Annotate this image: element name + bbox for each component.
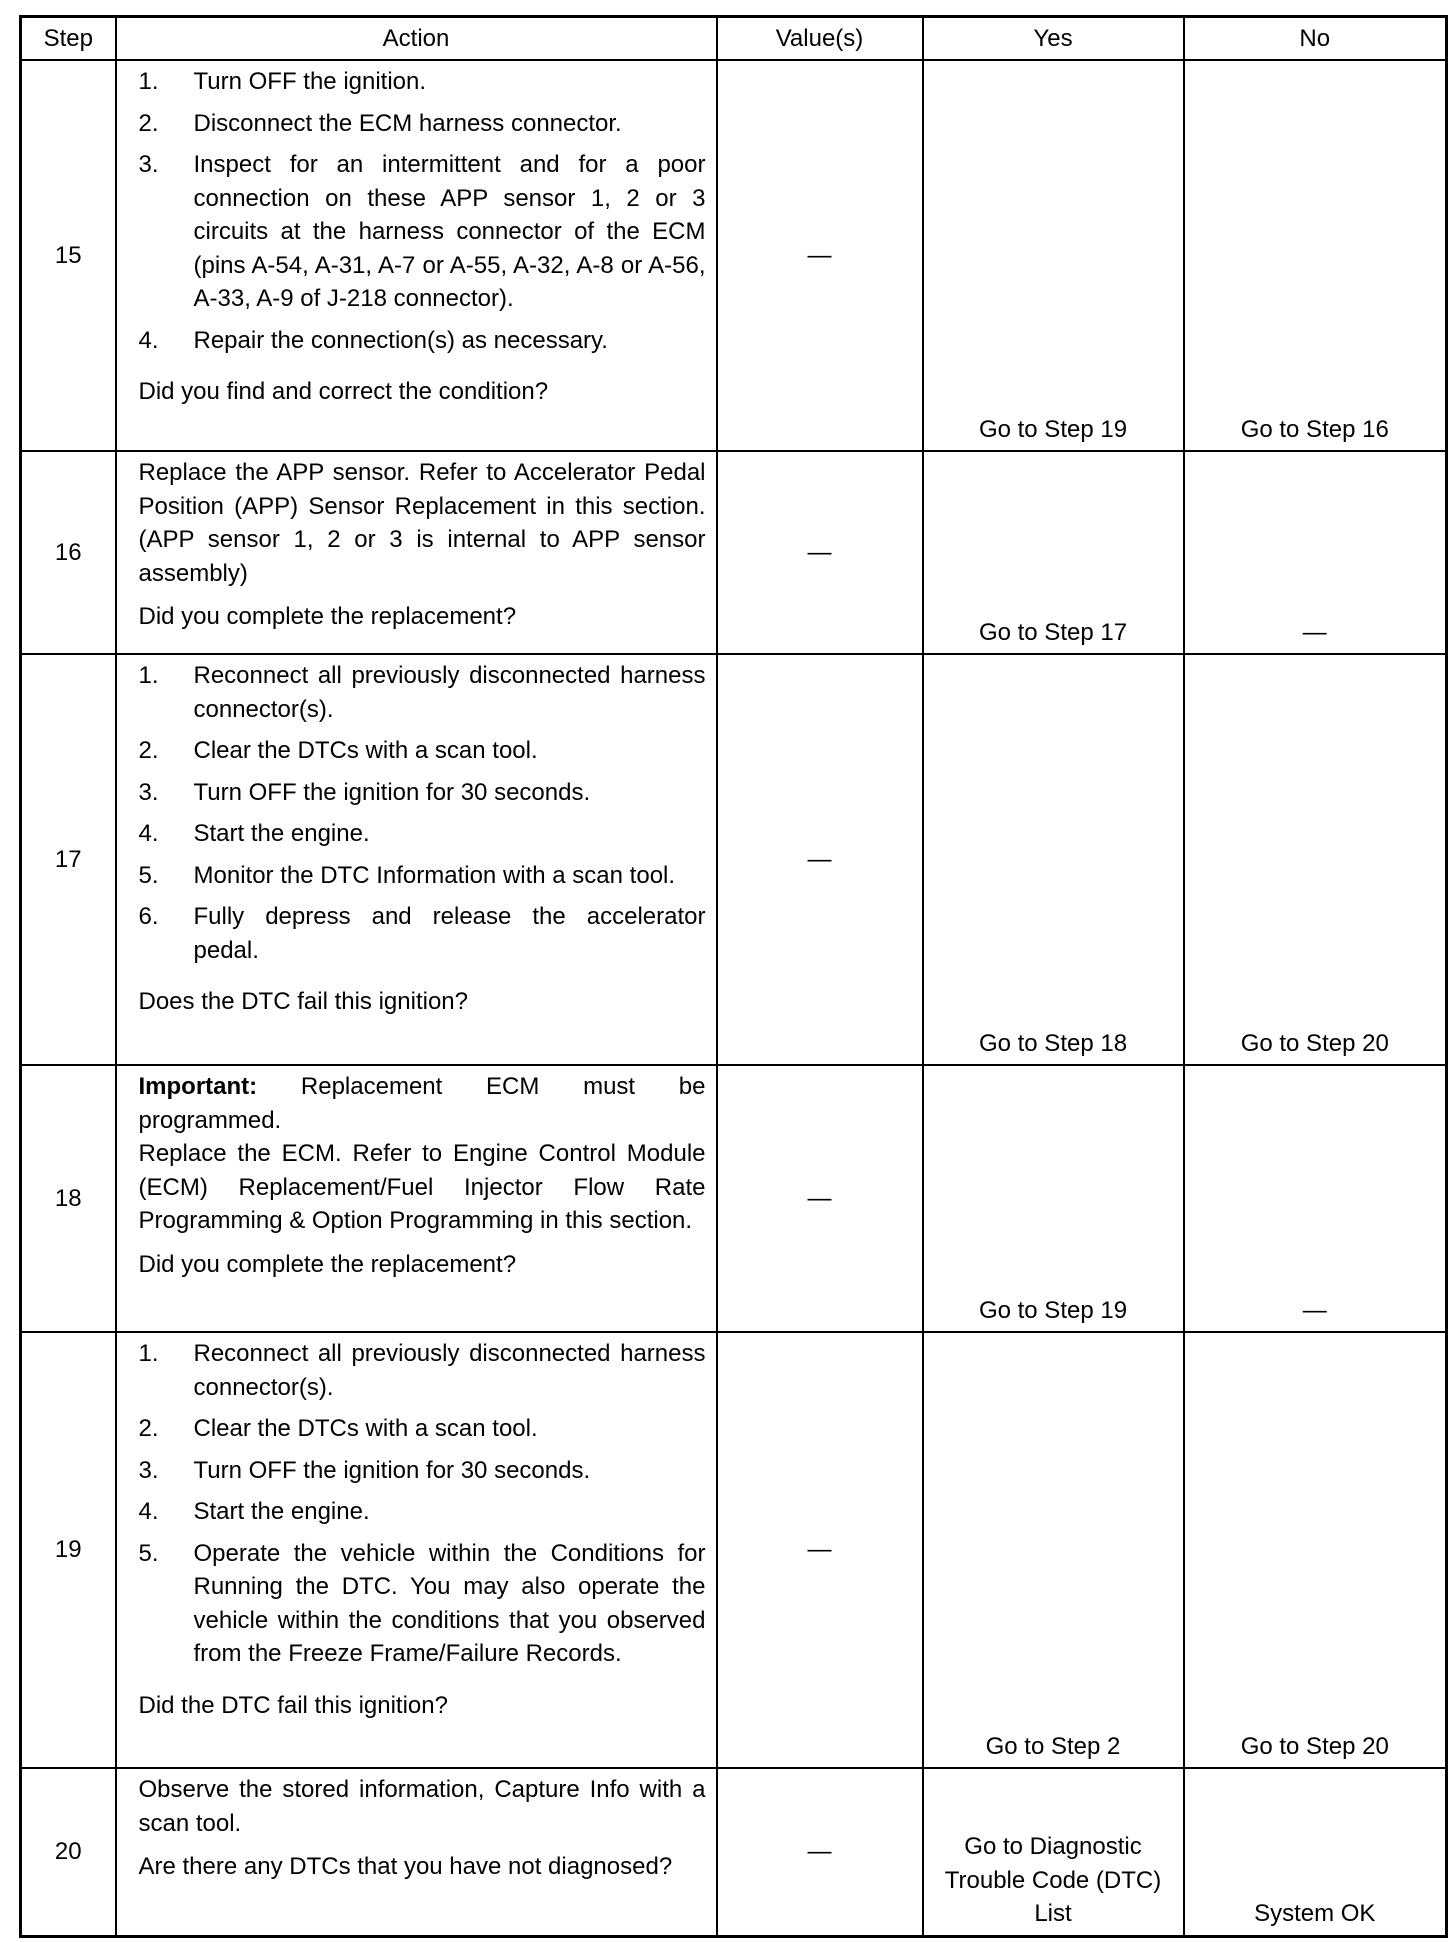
- values-cell: —: [717, 1065, 923, 1332]
- action-steps: [139, 65, 706, 357]
- no-cell: System OK: [1184, 1768, 1447, 1936]
- yes-cell: Go to Step 18: [923, 654, 1184, 1065]
- step-cell: 16: [21, 451, 116, 654]
- header-row: [21, 17, 1447, 61]
- yes-cell: Go to Diagnostic Trouble Code (DTC) List: [923, 1768, 1184, 1936]
- action-step: [139, 65, 706, 99]
- no-cell: Go to Step 20: [1184, 654, 1447, 1065]
- yes-cell: Go to Step 19: [923, 1065, 1184, 1332]
- no-cell: Go to Step 16: [1184, 60, 1447, 451]
- values-cell: —: [717, 1332, 923, 1768]
- step-text: Fully depress and release the accelerator pedal.: [193, 903, 706, 964]
- step-number: 5.: [138, 1539, 159, 1567]
- action-steps: [139, 659, 706, 967]
- important-note: [139, 1070, 706, 1137]
- action-step: [139, 859, 706, 893]
- step-text: Clear the DTCs with a scan tool.: [193, 1415, 538, 1442]
- step-number: 4.: [138, 326, 159, 354]
- action-cell: [116, 1065, 717, 1332]
- table-row: [21, 1768, 1447, 1936]
- action-cell: [116, 654, 717, 1065]
- action-step: [139, 817, 706, 851]
- step-number: 6.: [138, 903, 159, 930]
- header-action: Action: [116, 17, 717, 61]
- important-label: Important:: [138, 1073, 258, 1100]
- header-step: Step: [21, 17, 116, 61]
- table-row: [21, 654, 1447, 1065]
- step-number: 1.: [138, 1340, 159, 1367]
- action-steps: [139, 1337, 706, 1671]
- step-number: 2.: [138, 737, 159, 764]
- action-text: Replace the APP sensor. Refer to Accelerator Pedal Position (APP) Sensor Replacement in this section. (APP sensor 1, 2 or 3 is internal to APP sensor assembly): [138, 459, 706, 587]
- question: Did you find and correct the condition?: [138, 378, 549, 405]
- action-cell: [116, 1332, 717, 1768]
- step-text: Start the engine.: [193, 820, 370, 847]
- step-cell: 18: [21, 1065, 116, 1332]
- action-step: [139, 324, 706, 358]
- no-cell: Go to Step 20: [1184, 1332, 1447, 1768]
- step-number: 3.: [138, 151, 159, 178]
- action-step: [139, 659, 706, 726]
- important-text: Replacement ECM must be programmed.: [138, 1073, 706, 1134]
- step-number: 1.: [138, 662, 159, 689]
- step-number: 1.: [138, 68, 159, 95]
- action-text: Observe the stored information, Capture Info with a scan tool.: [138, 1776, 706, 1837]
- yes-cell: Go to Step 19: [923, 60, 1184, 451]
- question: Does the DTC fail this ignition?: [138, 988, 468, 1015]
- step-text: Clear the DTCs with a scan tool.: [193, 737, 538, 764]
- step-text: Reconnect all previously disconnected harness connector(s).: [193, 662, 706, 723]
- header-yes: Yes: [923, 17, 1184, 61]
- question: Did you complete the replacement?: [138, 1250, 517, 1278]
- diagnostic-table: [19, 15, 1448, 1938]
- table-row: [21, 60, 1447, 451]
- question: Are there any DTCs that you have not diagnosed?: [138, 1853, 673, 1880]
- step-text: Reconnect all previously disconnected harness connector(s).: [193, 1340, 706, 1401]
- action-step: [139, 1495, 706, 1529]
- action-step: [139, 1337, 706, 1404]
- step-cell: 20: [21, 1768, 116, 1936]
- step-text: Repair the connection(s) as necessary.: [193, 326, 608, 354]
- step-text: Turn OFF the ignition for 30 seconds.: [193, 1456, 591, 1484]
- step-text: Operate the vehicle within the Conditions for Running the DTC. You may also operate the vehicle within the conditions that you observed from the Freeze Frame/Failure Records.: [193, 1539, 706, 1667]
- step-text: Monitor the DTC Information with a scan tool.: [193, 861, 676, 889]
- step-number: 4.: [138, 1498, 159, 1525]
- action-step: [139, 1454, 706, 1488]
- action-cell: [116, 60, 717, 451]
- step-text: Disconnect the ECM harness connector.: [193, 109, 622, 137]
- action-step: [139, 1412, 706, 1446]
- step-number: 5.: [138, 861, 159, 889]
- question: Did the DTC fail this ignition?: [138, 1691, 448, 1719]
- action-cell: [116, 1768, 717, 1936]
- header-no: No: [1184, 17, 1447, 61]
- yes-cell: Go to Step 17: [923, 451, 1184, 654]
- step-number: 2.: [138, 109, 159, 137]
- values-cell: —: [717, 60, 923, 451]
- action-step: [139, 776, 706, 810]
- no-cell: —: [1184, 451, 1447, 654]
- step-cell: 15: [21, 60, 116, 451]
- table-row: [21, 451, 1447, 654]
- step-number: 3.: [138, 1456, 159, 1484]
- values-cell: —: [717, 1768, 923, 1936]
- step-cell: 17: [21, 654, 116, 1065]
- step-cell: 19: [21, 1332, 116, 1768]
- question: Did you complete the replacement?: [138, 603, 517, 630]
- action-cell: [116, 451, 717, 654]
- step-text: Inspect for an intermittent and for a poor connection on these APP sensor 1, 2 or 3 circuits at the harness connector of the ECM (pins A-54, A-31, A-7 or A-55, A-32, A-8 or A-56, A-33, A-9 of J-218 connector).: [193, 151, 706, 312]
- yes-cell: Go to Step 2: [923, 1332, 1184, 1768]
- action-step: [139, 900, 706, 967]
- values-cell: —: [717, 451, 923, 654]
- table-row: [21, 1065, 1447, 1332]
- action-step: [139, 1537, 706, 1671]
- table-row: [21, 1332, 1447, 1768]
- step-text: Turn OFF the ignition.: [193, 68, 427, 95]
- action-step: [139, 107, 706, 141]
- step-number: 4.: [138, 820, 159, 847]
- action-text: Replace the ECM. Refer to Engine Control Module (ECM) Replacement/Fuel Injector Flow Rate Programming & Option Programming in this section.: [138, 1140, 706, 1234]
- header-values: Value(s): [717, 17, 923, 61]
- step-text: Start the engine.: [193, 1498, 370, 1525]
- action-step: [139, 734, 706, 768]
- no-cell: —: [1184, 1065, 1447, 1332]
- values-cell: —: [717, 654, 923, 1065]
- step-number: 2.: [138, 1415, 159, 1442]
- action-step: [139, 148, 706, 316]
- step-text: Turn OFF the ignition for 30 seconds.: [193, 778, 591, 806]
- step-number: 3.: [138, 778, 159, 806]
